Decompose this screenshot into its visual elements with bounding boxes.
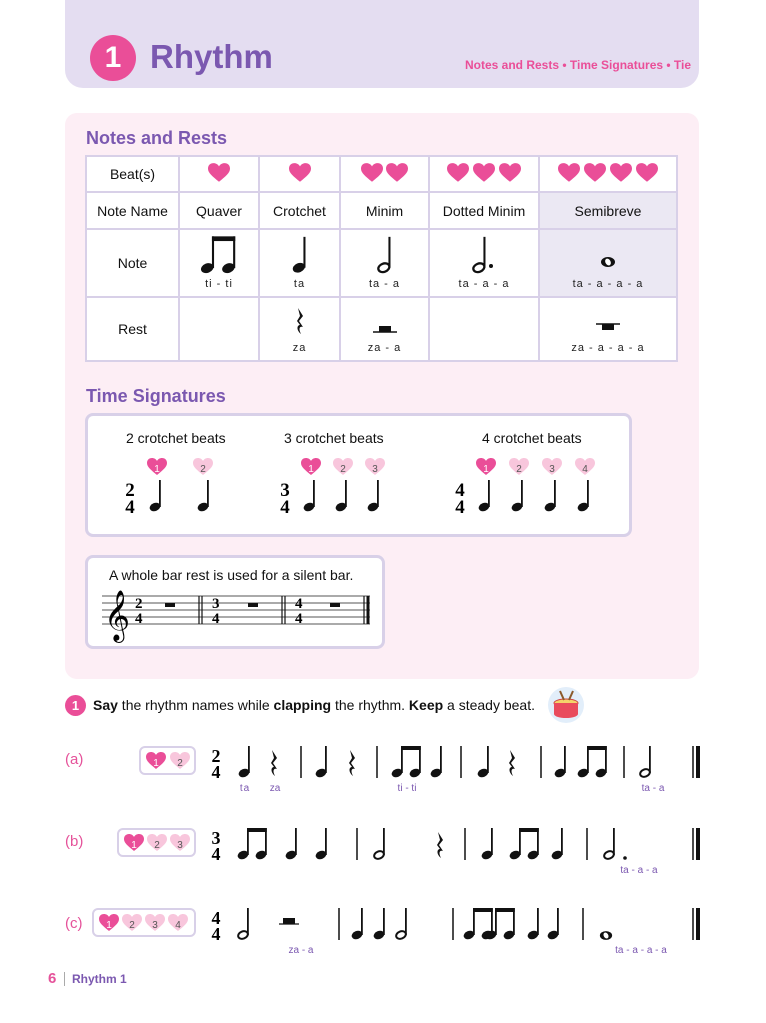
syllables: ta - a — [368, 278, 401, 290]
drum-icon — [546, 686, 586, 724]
beats-dotted-minim — [429, 156, 539, 192]
note-name-label: Note Name — [86, 192, 179, 229]
name-crotchet: Crotchet — [259, 192, 340, 229]
ts-bottom: 4 — [280, 497, 290, 518]
beats-minim — [340, 156, 429, 192]
svg-text:ta - a: ta - a — [641, 783, 665, 794]
ts-top: 3 — [280, 480, 290, 501]
row-c-beats — [92, 908, 196, 937]
svg-text:4: 4 — [211, 844, 221, 864]
svg-text:ta: ta — [239, 783, 251, 794]
svg-text:2: 2 — [129, 920, 135, 931]
ts-top: 4 — [455, 480, 465, 501]
ts-3-example — [273, 452, 413, 522]
svg-text:2: 2 — [154, 840, 160, 851]
exercise-instruction: Say the rhythm names while clapping the rhythm. Keep a steady beat. — [93, 697, 535, 713]
dotted-minim-symbol — [472, 234, 496, 274]
beats-label: Beat(s) — [86, 156, 179, 192]
syllables: ta — [293, 278, 306, 290]
count-4: 4 — [582, 464, 588, 475]
syllables: za - a - a - a — [571, 342, 645, 354]
svg-text:4: 4 — [135, 611, 143, 627]
page-number: 6 — [48, 970, 57, 987]
whole-rest-text: A whole bar rest is used for a silent bar. — [109, 567, 354, 583]
svg-text:1: 1 — [106, 920, 112, 931]
svg-text:4: 4 — [211, 762, 221, 782]
ts-4-label: 4 crotchet beats — [482, 430, 582, 446]
row-b-rhythm — [205, 822, 705, 878]
svg-text:ti - ti: ti - ti — [397, 783, 417, 794]
row-a-beats — [139, 746, 196, 775]
quaver-pair-symbol — [200, 234, 238, 274]
note-semibreve — [539, 229, 677, 297]
whole-rest-staff — [100, 588, 375, 643]
page-subtitle: Notes and Rests • Time Signatures • Tie — [465, 58, 692, 72]
beats-semibreve — [539, 156, 677, 192]
count-3: 3 — [549, 464, 555, 475]
notes-rests-table — [85, 155, 678, 362]
svg-text:4: 4 — [295, 611, 303, 627]
footer-section: Rhythm 1 — [64, 972, 127, 986]
crotchet-rest-symbol — [295, 306, 305, 336]
syllables: za - a — [367, 342, 402, 354]
svg-text:3: 3 — [211, 828, 221, 848]
svg-text:3: 3 — [212, 596, 220, 612]
ts-top: 2 — [125, 480, 135, 501]
note-quaver — [179, 229, 259, 297]
name-quaver: Quaver — [179, 192, 259, 229]
page-title: Rhythm — [150, 38, 273, 75]
semibreve-symbol — [600, 256, 616, 268]
row-a-rhythm — [205, 740, 705, 796]
name-dotted-minim: Dotted Minim — [429, 192, 539, 229]
ts-4-example — [448, 452, 608, 522]
rest-minim — [340, 297, 429, 361]
svg-text:za: za — [269, 783, 281, 794]
semibreve-rest-symbol — [596, 322, 620, 334]
rest-label: Rest — [86, 297, 179, 361]
count-3: 3 — [372, 464, 378, 475]
svg-text:4: 4 — [175, 920, 181, 931]
count-2: 2 — [516, 464, 522, 475]
treble-clef-icon: 𝄞 — [104, 590, 131, 641]
svg-text:3: 3 — [152, 920, 158, 931]
svg-text:2: 2 — [177, 758, 183, 769]
ts-bottom: 4 — [125, 497, 135, 518]
svg-text:3: 3 — [177, 840, 183, 851]
ts-3-label: 3 crotchet beats — [284, 430, 384, 446]
count-2: 2 — [200, 464, 206, 475]
row-a-label: (a) — [65, 751, 84, 768]
ts-2-label: 2 crotchet beats — [126, 430, 226, 446]
svg-text:ta - a - a - a: ta - a - a - a — [615, 945, 667, 956]
row-c-label: (c) — [65, 915, 83, 932]
rest-crotchet — [259, 297, 340, 361]
rest-quaver — [179, 297, 259, 361]
row-b-label: (b) — [65, 833, 84, 850]
notes-rests-title: Notes and Rests — [86, 128, 228, 148]
row-c-rhythm — [205, 902, 705, 958]
beats-crotchet — [259, 156, 340, 192]
svg-text:2: 2 — [135, 596, 143, 612]
svg-text:4: 4 — [211, 908, 221, 928]
svg-text:ta - a - a: ta - a - a — [620, 865, 658, 876]
ts-2-example — [115, 452, 225, 522]
syllables: ti - ti — [205, 278, 233, 290]
minim-rest-symbol — [373, 322, 397, 334]
note-dotted-minim — [429, 229, 539, 297]
svg-text:4: 4 — [295, 596, 303, 612]
chapter-number: 1 — [90, 35, 136, 81]
ts-bottom: 4 — [455, 497, 465, 518]
count-2: 2 — [340, 464, 346, 475]
minim-symbol — [377, 234, 393, 274]
count-1: 1 — [483, 464, 489, 475]
beats-quaver — [179, 156, 259, 192]
name-semibreve: Semibreve — [539, 192, 677, 229]
svg-text:4: 4 — [211, 924, 221, 944]
count-1: 1 — [308, 464, 314, 475]
name-minim: Minim — [340, 192, 429, 229]
syllables: za — [292, 342, 307, 354]
note-label: Note — [86, 229, 179, 297]
svg-text:za - a: za - a — [288, 945, 314, 956]
note-crotchet — [259, 229, 340, 297]
time-signatures-title: Time Signatures — [86, 386, 226, 406]
note-minim — [340, 229, 429, 297]
rest-semibreve — [539, 297, 677, 361]
svg-text:4: 4 — [212, 611, 220, 627]
syllables: ta - a - a - a — [572, 278, 644, 290]
exercise-number: 1 — [65, 695, 86, 716]
svg-text:2: 2 — [211, 746, 221, 766]
row-b-beats — [117, 828, 196, 857]
svg-text:1: 1 — [131, 840, 137, 851]
svg-text:1: 1 — [153, 758, 159, 769]
crotchet-symbol — [292, 234, 308, 274]
rest-dotted-minim — [429, 297, 539, 361]
syllables: ta - a - a — [458, 278, 510, 290]
count-1: 1 — [154, 464, 160, 475]
